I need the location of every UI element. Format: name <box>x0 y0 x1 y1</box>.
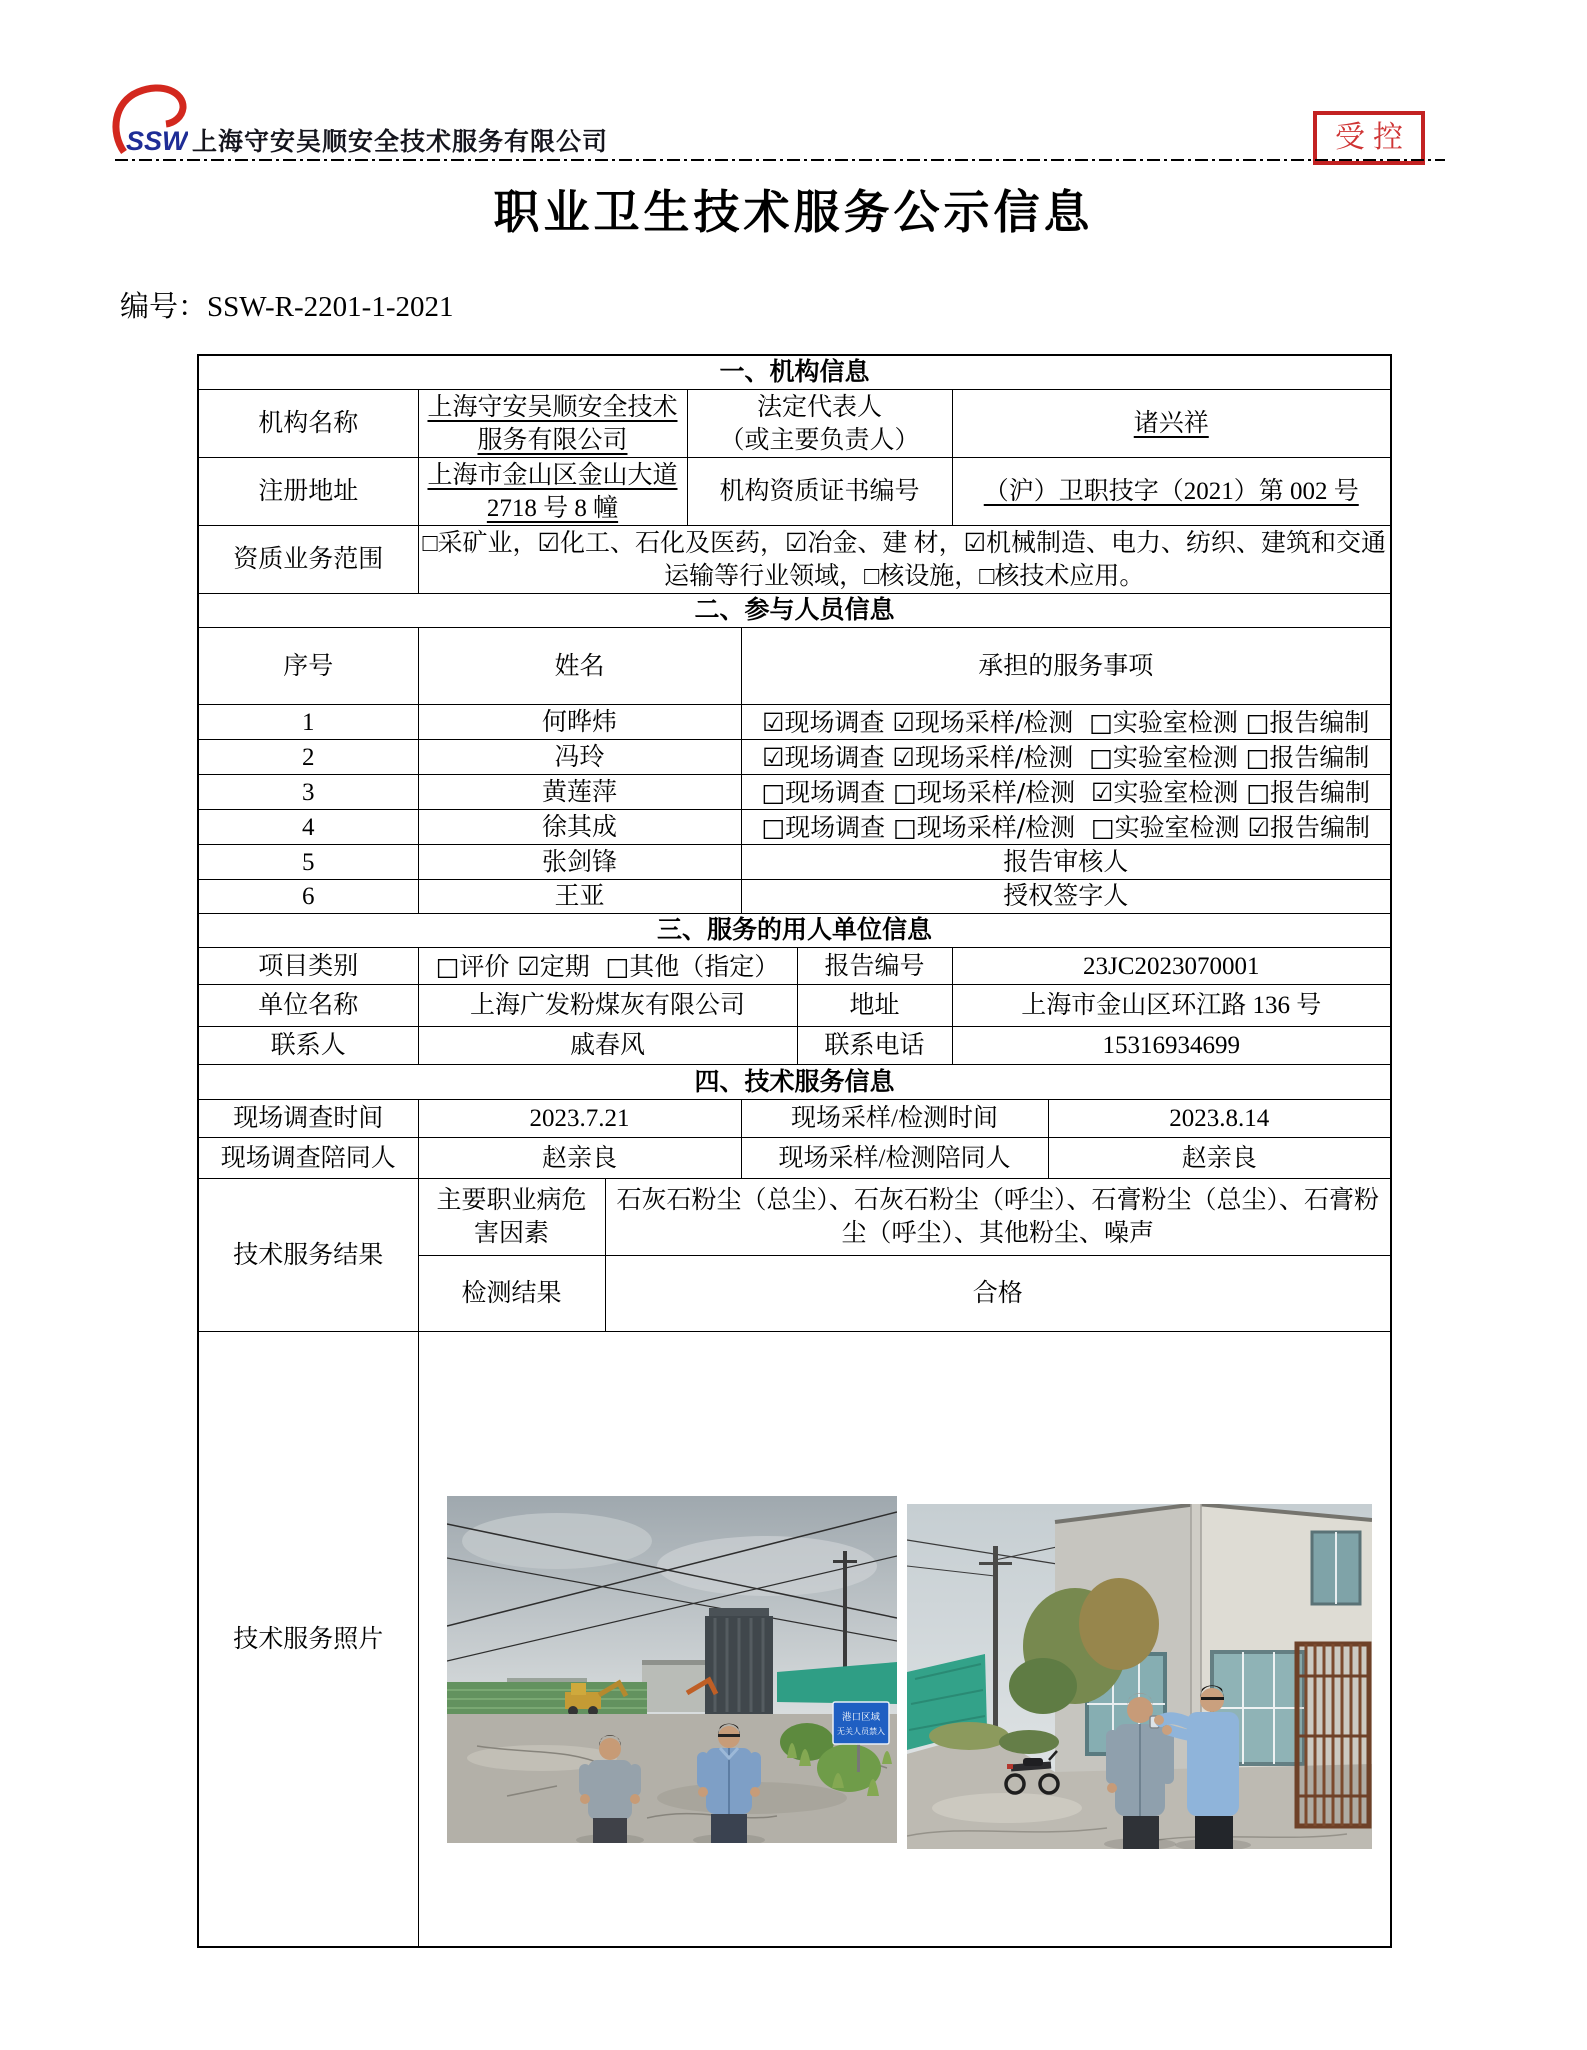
person-service: ☑现场调查 ☑现场采样/检测 □实验室检测 □报告编制 <box>741 705 1391 740</box>
sample-escort-value: 赵亲良 <box>1048 1138 1391 1179</box>
document-number: 编号：SSW-R-2201-1-2021 <box>120 291 454 323</box>
person-name: 冯玲 <box>418 740 741 775</box>
site-photo-factory-yard <box>447 1496 897 1843</box>
photo-label: 技术服务照片 <box>198 1332 418 1948</box>
person-no: 4 <box>198 810 418 845</box>
person-row <box>198 705 1391 740</box>
unit-addr-value: 上海市金山区环江路 136 号 <box>952 985 1391 1027</box>
org-name-value: 上海守安吴顺安全技术服务有限公司 <box>427 393 678 454</box>
person-name: 何晔炜 <box>418 705 741 740</box>
contact-label: 联系人 <box>198 1027 418 1065</box>
test-result-value: 合格 <box>605 1256 1391 1332</box>
legal-rep-label: 法定代表人 （或主要负责人） <box>687 390 952 458</box>
project-type-value: □评价 ☑定期 □其他（指定） <box>418 948 797 985</box>
person-no: 6 <box>198 880 418 914</box>
person-row <box>198 880 1391 914</box>
survey-time-value: 2023.7.21 <box>418 1100 741 1138</box>
sample-time-label: 现场采样/检测时间 <box>741 1100 1048 1138</box>
person-service: □现场调查 □现场采样/检测 ☑实验室检测 □报告编制 <box>741 775 1391 810</box>
table-header-row <box>198 628 1391 705</box>
section-org-header: 一、机构信息 <box>198 355 1391 390</box>
person-no: 2 <box>198 740 418 775</box>
unit-name-label: 单位名称 <box>198 985 418 1027</box>
person-service: 报告审核人 <box>741 845 1391 880</box>
survey-time-label: 现场调查时间 <box>198 1100 418 1138</box>
report-no-value: 23JC2023070001 <box>952 948 1391 985</box>
scope-label: 资质业务范围 <box>198 526 418 594</box>
person-name: 张剑锋 <box>418 845 741 880</box>
page-title: 职业卫生技术服务公示信息 <box>493 186 1094 238</box>
test-result-label: 检测结果 <box>418 1256 605 1332</box>
person-service: ☑现场调查 ☑现场采样/检测 □实验室检测 □报告编制 <box>741 740 1391 775</box>
phone-value: 15316934699 <box>952 1027 1391 1065</box>
section-people-header: 二、参与人员信息 <box>198 594 1391 628</box>
person-row <box>198 810 1391 845</box>
table-row <box>198 985 1391 1027</box>
person-no: 5 <box>198 845 418 880</box>
sample-escort-label: 现场采样/检测陪同人 <box>741 1138 1048 1179</box>
table-row <box>198 948 1391 985</box>
project-type-label: 项目类别 <box>198 948 418 985</box>
unit-name-value: 上海广发粉煤灰有限公司 <box>418 985 797 1027</box>
table-row <box>198 1179 1391 1256</box>
reg-addr-label: 注册地址 <box>198 458 418 526</box>
person-row <box>198 740 1391 775</box>
photo-row <box>198 1332 1391 1948</box>
sample-time-value: 2023.8.14 <box>1048 1100 1391 1138</box>
person-no: 1 <box>198 705 418 740</box>
table-row <box>198 1138 1391 1179</box>
hazard-label: 主要职业病危 害因素 <box>418 1179 605 1256</box>
reg-addr-value: 上海市金山区金山大道 2718 号 8 幢 <box>427 461 678 522</box>
person-name: 黄莲萍 <box>418 775 741 810</box>
section-client-header: 三、服务的用人单位信息 <box>198 914 1391 948</box>
header-divider <box>115 159 1445 161</box>
table-row <box>198 1027 1391 1065</box>
col-no: 序号 <box>198 628 418 705</box>
person-name: 王亚 <box>418 880 741 914</box>
unit-addr-label: 地址 <box>797 985 952 1027</box>
survey-escort-value: 赵亲良 <box>418 1138 741 1179</box>
person-service: □现场调查 □现场采样/检测 □实验室检测 ☑报告编制 <box>741 810 1391 845</box>
scope-value: □采矿业，☑化工、石化及医药，☑冶金、建 材，☑机械制造、电力、纺织、建筑和交通运输等行业领域，□核设施，□核技术应用。 <box>418 526 1391 594</box>
survey-escort-label: 现场调查陪同人 <box>198 1138 418 1179</box>
section-service-header: 四、技术服务信息 <box>198 1065 1391 1100</box>
person-service: 授权签字人 <box>741 880 1391 914</box>
person-row <box>198 775 1391 810</box>
legal-rep-value: 诸兴祥 <box>1133 410 1209 437</box>
table-row <box>198 390 1391 458</box>
port-sign-line1: 港口区域 <box>841 1712 880 1723</box>
controlled-stamp: 受控 <box>1313 111 1425 165</box>
person-row <box>198 845 1391 880</box>
phone-label: 联系电话 <box>797 1027 952 1065</box>
logo-text: SSW <box>126 126 188 156</box>
hazard-value: 石灰石粉尘（总尘）、石灰石粉尘（呼尘）、石膏粉尘（总尘）、石膏粉尘（呼尘）、其他粉尘、噪声 <box>605 1179 1391 1256</box>
contact-value: 戚春风 <box>418 1027 797 1065</box>
person-no: 3 <box>198 775 418 810</box>
person-name: 徐其成 <box>418 810 741 845</box>
table-row <box>198 458 1391 526</box>
photo-area <box>418 1332 1391 1948</box>
org-name-label: 机构名称 <box>198 390 418 458</box>
table-row <box>198 526 1391 594</box>
table-row <box>198 1100 1391 1138</box>
disclosure-table <box>197 354 1392 1948</box>
cert-no-value: （沪）卫职技字（2021）第 002 号 <box>983 478 1359 505</box>
company-logo <box>110 84 188 156</box>
col-service: 承担的服务事项 <box>741 628 1391 705</box>
port-sign-line2: 无关人员禁入 <box>836 1727 885 1736</box>
site-photo-dosimeter-fitting <box>907 1504 1372 1849</box>
report-no-label: 报告编号 <box>797 948 952 985</box>
result-label: 技术服务结果 <box>198 1179 418 1332</box>
col-name: 姓名 <box>418 628 741 705</box>
cert-no-label: 机构资质证书编号 <box>687 458 952 526</box>
company-name: 上海守安吴顺安全技术服务有限公司 <box>192 128 609 156</box>
